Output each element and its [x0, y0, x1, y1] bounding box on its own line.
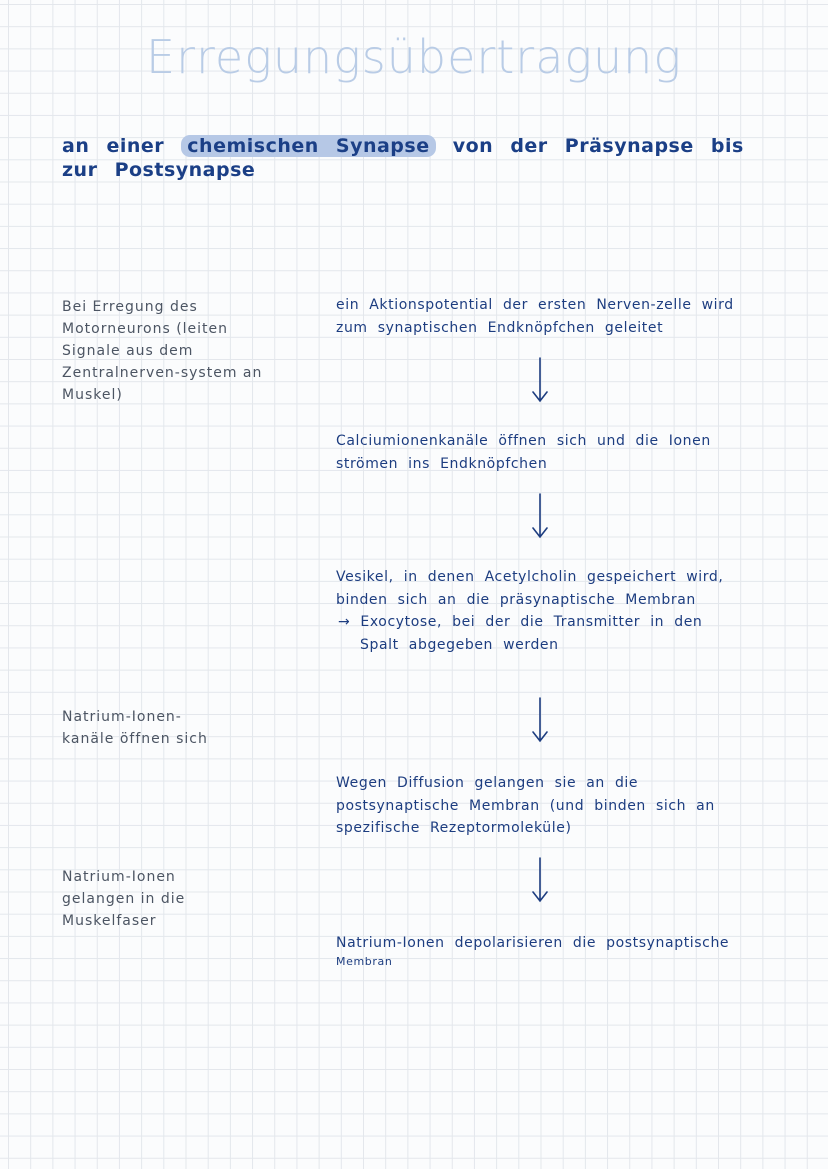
arrow-down-icon [525, 696, 555, 744]
step-text: Wegen Diffusion gelangen sie an die postsynaptische Membran (und binden sich an spezifische Rezeptormoleküle) [336, 775, 715, 836]
arrow-down-icon [525, 492, 555, 540]
step-text: Vesikel, in denen Acetylcholin gespeichert wird, binden sich an die präsynaptische Membran [336, 569, 724, 608]
step-detail-membran: Membran [336, 954, 393, 968]
step-text: ein Aktionspotential der ersten Nerven-zelle wird zum synaptischen Endknöpfchen geleitet [336, 297, 734, 336]
step-diffusion [336, 772, 736, 840]
side-note-motorneuron: Bei Erregung des Motorneurons (leiten Signale aus dem Zentralnerven-system an Muskel) [62, 299, 263, 403]
side-note-natrium-muskelfaser: Natrium-Ionen gelangen in die Muskelfaser [62, 869, 186, 929]
step-text: Calciumionenkanäle öffnen sich und die Ionen strömen ins Endknöpfchen [336, 433, 711, 472]
subtitle [62, 134, 772, 182]
subtitle-suffix: von der Präsynapse bis zur Postsynapse [62, 135, 744, 181]
step-detail-exocytose: → Exocytose, bei der die Transmitter in den Spalt abgegeben werden [338, 614, 703, 653]
step-depolarisation [336, 932, 776, 969]
subtitle-prefix: an einer [62, 135, 165, 157]
step-calciumionenkanaele [336, 430, 726, 475]
subtitle-highlight: chemischen Synapse [181, 135, 435, 157]
step-vesikel [336, 566, 736, 656]
step-aktionspotential [336, 294, 736, 339]
step-text: Natrium-Ionen depolarisieren die postsynaptische [336, 935, 730, 951]
arrow-down-icon [525, 356, 555, 404]
arrow-down-icon [525, 856, 555, 904]
page-title: Erregungsübertragung [146, 30, 682, 84]
side-note-natrium-kanaele: Natrium-Ionen-kanäle öffnen sich [62, 709, 208, 747]
